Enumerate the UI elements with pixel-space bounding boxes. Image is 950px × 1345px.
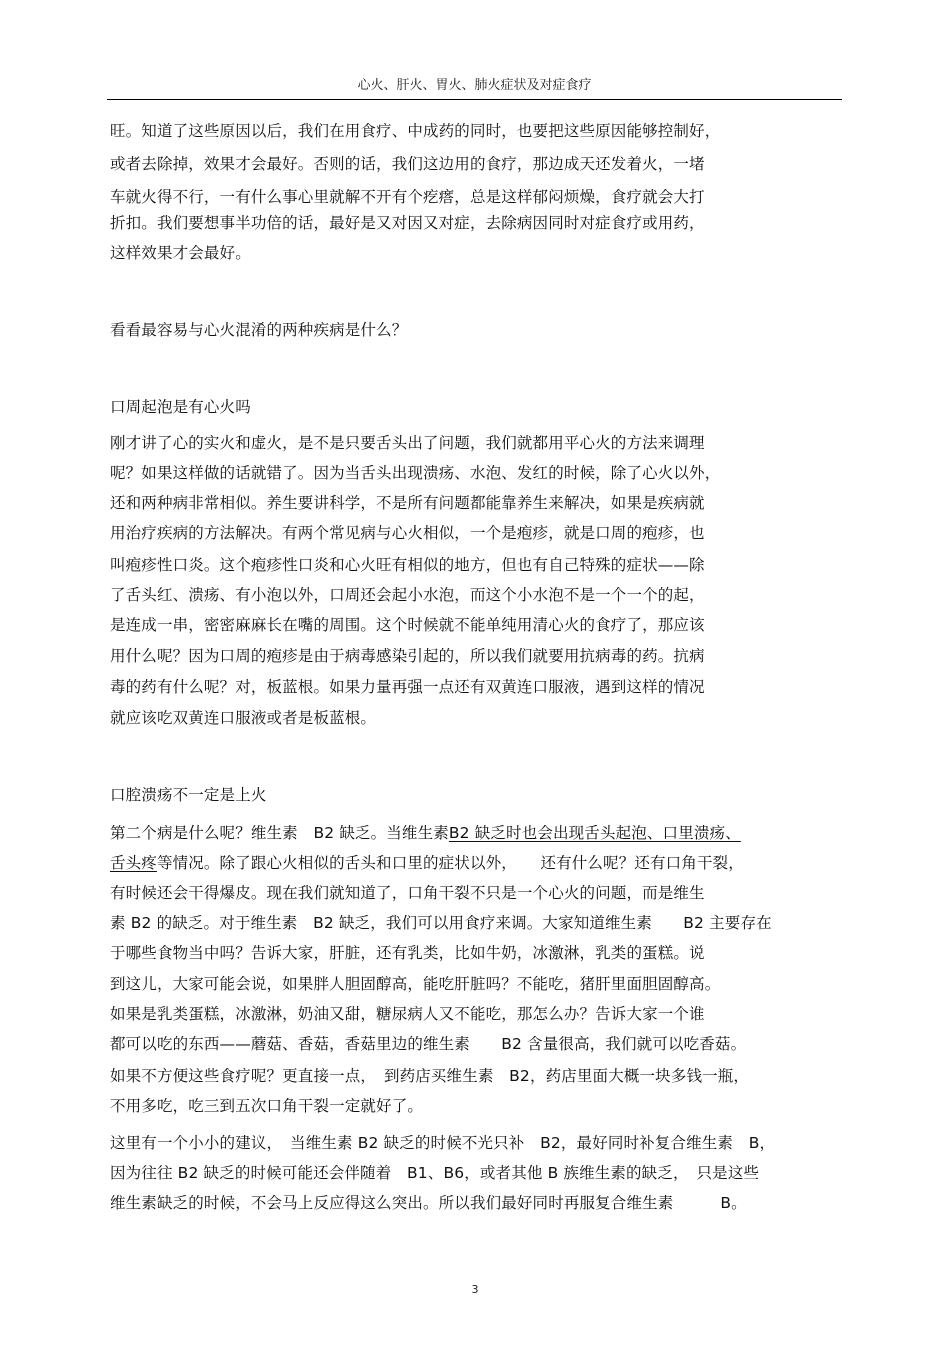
paragraph-line: 车就火得不行，一有什么事心里就解不开有个疙瘩，总是这样郁闷烦燥，食疗就会大打	[110, 188, 705, 206]
paragraph-line: 是连成一串，密密麻麻长在嘴的周围。这个时候就不能单纯用清心火的食疗了，那应该	[110, 616, 705, 634]
paragraph-text: 等情况。除了跟心火相似的舌头和口里的症状以外， 还有什么呢？还有口角干裂，	[156, 854, 744, 872]
page-header-title: 心火、肝火、胃火、肺火症状及对症食疗	[357, 78, 592, 93]
underlined-text: 舌头疼	[110, 854, 157, 872]
page-number: 3	[471, 1283, 479, 1296]
paragraph-line: 于哪些食物当中吗？告诉大家，肝脏，还有乳类，比如牛奶，冰激淋，乳类的蛋糕。说	[110, 944, 705, 962]
paragraph-line: 就应该吃双黄连口服液或者是板蓝根。	[110, 709, 377, 727]
section-heading: 口腔溃疡不一定是上火	[110, 786, 267, 804]
paragraph-line	[110, 823, 741, 843]
paragraph-line: 或者去除掉，效果才会最好。否则的话，我们这边用的食疗，那边成天还发着火，一堵	[110, 155, 705, 173]
paragraph-line: 如果不方便这些食疗呢？更直接一点， 到药店买维生素 B2，药店里面大概一块多钱一瓶，	[110, 1067, 750, 1085]
paragraph-line: 用治疗疾病的方法解决。有两个常见病与心火相似，一个是疱疹，就是口周的疱疹，也	[110, 524, 705, 542]
paragraph-line: 还和两种病非常相似。养生要讲科学，不是所有问题都能靠养生来解决，如果是疾病就	[110, 494, 705, 512]
paragraph-line	[110, 853, 744, 873]
paragraph-line: 旺。知道了这些原因以后，我们在用食疗、中成药的同时，也要把这些原因能够控制好，	[110, 122, 721, 140]
paragraph-line: 这里有一个小小的建议， 当维生素 B2 缺乏的时候不光只补 B2，最好同时补复合维生素 B，	[110, 1134, 776, 1152]
paragraph-line: 因为往往 B2 缺乏的时候可能还会伴随着 B1、B6，或者其他 B 族维生素的缺乏， 只是这些	[110, 1164, 760, 1182]
paragraph-line: 如果是乳类蛋糕，冰激淋，奶油又甜，糖尿病人又不能吃，那怎么办？告诉大家一个谁	[110, 1005, 705, 1023]
header-divider	[107, 99, 842, 100]
paragraph-line: 刚才讲了心的实火和虚火，是不是只要舌头出了问题，我们就都用平心火的方法来调理	[110, 434, 705, 452]
paragraph-text: 第二个病是什么呢？维生素 B2 缺乏。当维生素	[110, 824, 449, 842]
paragraph-line: 到这儿，大家可能会说，如果胖人胆固醇高，能吃肝脏吗？不能吃，猪肝里面胆固醇高。	[110, 975, 721, 993]
paragraph-line: 毒的药有什么呢？对，板蓝根。如果力量再强一点还有双黄连口服液，遇到这样的情况	[110, 678, 705, 696]
paragraph-line: 叫疱疹性口炎。这个疱疹性口炎和心火旺有相似的地方，但也有自己特殊的症状——除	[110, 556, 705, 574]
paragraph-line: 维生素缺乏的时候，不会马上反应得这么突出。所以我们最好同时再服复合维生素 B。	[110, 1194, 747, 1212]
paragraph-line: 这样效果才会最好。	[110, 244, 251, 262]
paragraph-line: 不用多吃，吃三到五次口角干裂一定就好了。	[110, 1097, 424, 1115]
paragraph-line: 素 B2 的缺乏。对于维生素 B2 缺乏，我们可以用食疗来调。大家知道维生素 B2 主要存在	[110, 914, 772, 932]
paragraph-line: 都可以吃的东西——蘑菇、香菇，香菇里边的维生素 B2 含量很高，我们就可以吃香菇。	[110, 1035, 747, 1053]
section-heading: 口周起泡是有心火吗	[110, 398, 251, 416]
paragraph-line: 用什么呢？因为口周的疱疹是由于病毒感染引起的，所以我们就要用抗病毒的药。抗病	[110, 647, 705, 665]
paragraph-line: 呢？如果这样做的话就错了。因为当舌头出现溃疡、水泡、发红的时候，除了心火以外，	[110, 464, 721, 482]
paragraph-line: 有时候还会干得爆皮。现在我们就知道了，口角干裂不只是一个心火的问题，而是维生	[110, 884, 705, 902]
section-heading: 看看最容易与心火混淆的两种疾病是什么？	[110, 321, 408, 339]
paragraph-line: 折扣。我们要想事半功倍的话，最好是又对因又对症，去除病因同时对症食疗或用药，	[110, 214, 705, 232]
underlined-text: B2 缺乏时也会出现舌头起泡、口里溃疡、	[448, 824, 741, 842]
paragraph-line: 了舌头红、溃疡、有小泡以外，口周还会起小水泡，而这个小水泡不是一个一个的起，	[110, 586, 705, 604]
